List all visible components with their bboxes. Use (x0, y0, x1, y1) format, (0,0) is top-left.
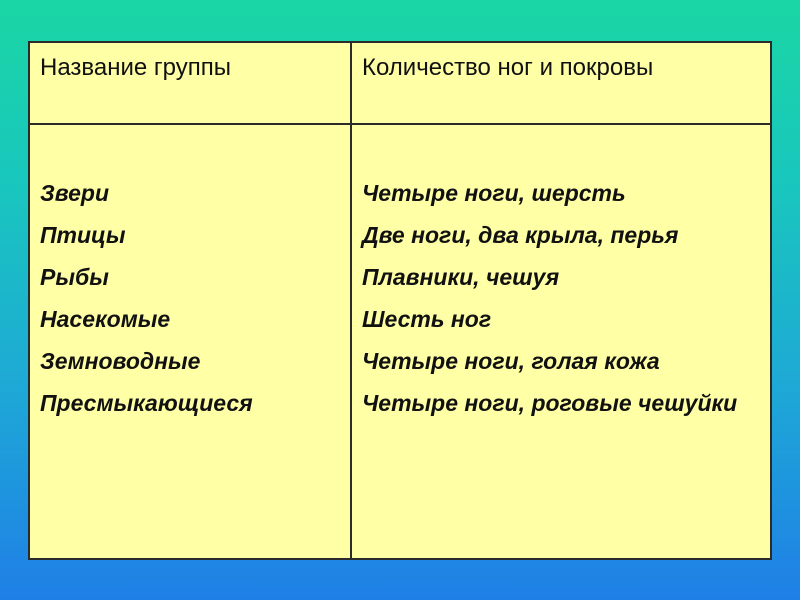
feature-item: Четыре ноги, голая кожа (362, 348, 660, 374)
animal-groups-table (28, 41, 772, 560)
group-item: Пресмыкающиеся (40, 390, 253, 416)
group-item: Земноводные (40, 348, 201, 374)
header-legs-and-covering: Количество ног и покровы (362, 54, 654, 81)
group-names-column (40, 178, 340, 430)
group-item: Насекомые (40, 306, 171, 332)
feature-item: Две ноги, два крыла, перья (362, 222, 679, 248)
header-group-name: Название группы (40, 54, 231, 81)
group-item: Рыбы (40, 264, 109, 290)
feature-item: Четыре ноги, шерсть (362, 180, 626, 206)
group-item: Птицы (40, 222, 126, 248)
feature-item: Четыре ноги, роговые чешуйки (362, 390, 738, 416)
feature-item: Плавники, чешуя (362, 264, 560, 290)
feature-item: Шесть ног (362, 306, 492, 332)
header-divider (30, 123, 770, 125)
features-column (362, 178, 767, 430)
column-divider (350, 43, 352, 558)
group-item: Звери (40, 180, 109, 206)
